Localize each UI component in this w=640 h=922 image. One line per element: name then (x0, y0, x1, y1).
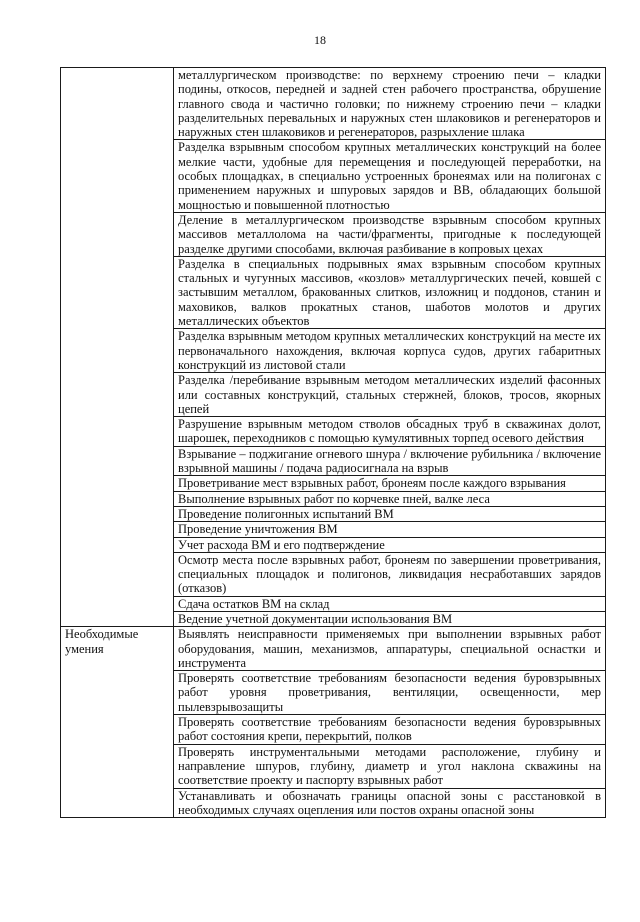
row-text: Осмотр места после взрывных работ, бронеям по завершении проветривания, специальных площадок и полигонов, ликвидация несработавших зарядов (отказов) (174, 552, 606, 596)
row-text: Проверять соответствие требованиям безопасности ведения буровзрывных работ состояния крепи, перекрытий, полков (174, 715, 606, 745)
page-number: 18 (314, 33, 326, 47)
row-text: Разделка /перебивание взрывным методом металлических изделий фасонных или составных конструкций, стальных стержней, блоков, тросов, якорных цепей (174, 373, 606, 417)
row-text: Проверять инструментальными методами расположение, глубину и направление шпуров, глубину, диаметр и угол наклона скважины на соответствие проекту и паспорту взрывных работ (174, 744, 606, 788)
row-text: металлургическом производстве: по верхнему строению печи – кладки подины, откосов, передней и задней стен рабочего пространства, обрушение главного свода и частично головки; по нижнему строению печи – кладки разделительных перевальных и наружных стен шлаковиков и регенераторов и наружных стен шлаковиков и регенераторов, разрыхление шлака (174, 68, 606, 140)
table-body (61, 68, 606, 818)
section-label-empty (61, 68, 174, 627)
row-text: Проветривание мест взрывных работ, бронеям после каждого взрывания (174, 476, 606, 491)
row-text: Выполнение взрывных работ по корчевке пней, валке леса (174, 491, 606, 506)
row-text: Сдача остатков ВМ на склад (174, 596, 606, 611)
row-text: Деление в металлургическом производстве взрывным способом крупных массивов металлолома на части/фрагменты, пригодные к последующей разделке другими способами, включая разбивание в копровых цехах (174, 212, 606, 256)
row-text: Ведение учетной документации использования ВМ (174, 611, 606, 626)
row-text: Разделка в специальных подрывных ямах взрывным способом крупных стальных и чугунных массивов, «козлов» металлургических печей, ковшей с застывшим металлом, бракованных слитков, изложниц и поддонов, станин и маховиков, валков прокатных станов, шаботов молотов и других металлических объектов (174, 256, 606, 328)
table-row (61, 68, 606, 140)
row-text: Разделка взрывным методом крупных металлических конструкций на месте их первоначального нахождения, включая корпуса судов, других габаритных конструкций из листовой стали (174, 329, 606, 373)
row-text: Выявлять неисправности применяемых при выполнении взрывных работ оборудования, машин, механизмов, аппаратуры, специальной оснастки и инструмента (174, 627, 606, 671)
row-text: Устанавливать и обозначать границы опасной зоны с расстановкой в необходимых случаях оцепления или постов охраны опасной зоны (174, 788, 606, 818)
row-text: Проведение полигонных испытаний ВМ (174, 506, 606, 521)
row-text: Разделка взрывным способом крупных металлических конструкций на более мелкие части, удобные для перемещения и последующей переработки, на особых площадках, в специально устроенных бронеямах или на полигонах с применением наружных и шпуровых зарядов и ВВ, обладающих большой мощностью и повышенной плотностью (174, 140, 606, 212)
table-row (61, 627, 606, 671)
row-text: Проведение уничтожения ВМ (174, 522, 606, 537)
row-text: Учет расхода ВМ и его подтверждение (174, 537, 606, 552)
row-text: Разрушение взрывным методом стволов обсадных труб в скважинах долот, шарошек, переходников с помощью кумулятивных торпед осевого действия (174, 417, 606, 447)
content-table (60, 67, 606, 818)
row-text: Взрывание – поджигание огневого шнура / включение рубильника / включение взрывной машины / подача радиосигнала на взрыв (174, 446, 606, 476)
section-label-skills: Необходимые умения (61, 627, 174, 818)
row-text: Проверять соответствие требованиям безопасности ведения буровзрывных работ уровня проветривания, вентиляции, освещенности, мер пылевзрывозащиты (174, 671, 606, 715)
